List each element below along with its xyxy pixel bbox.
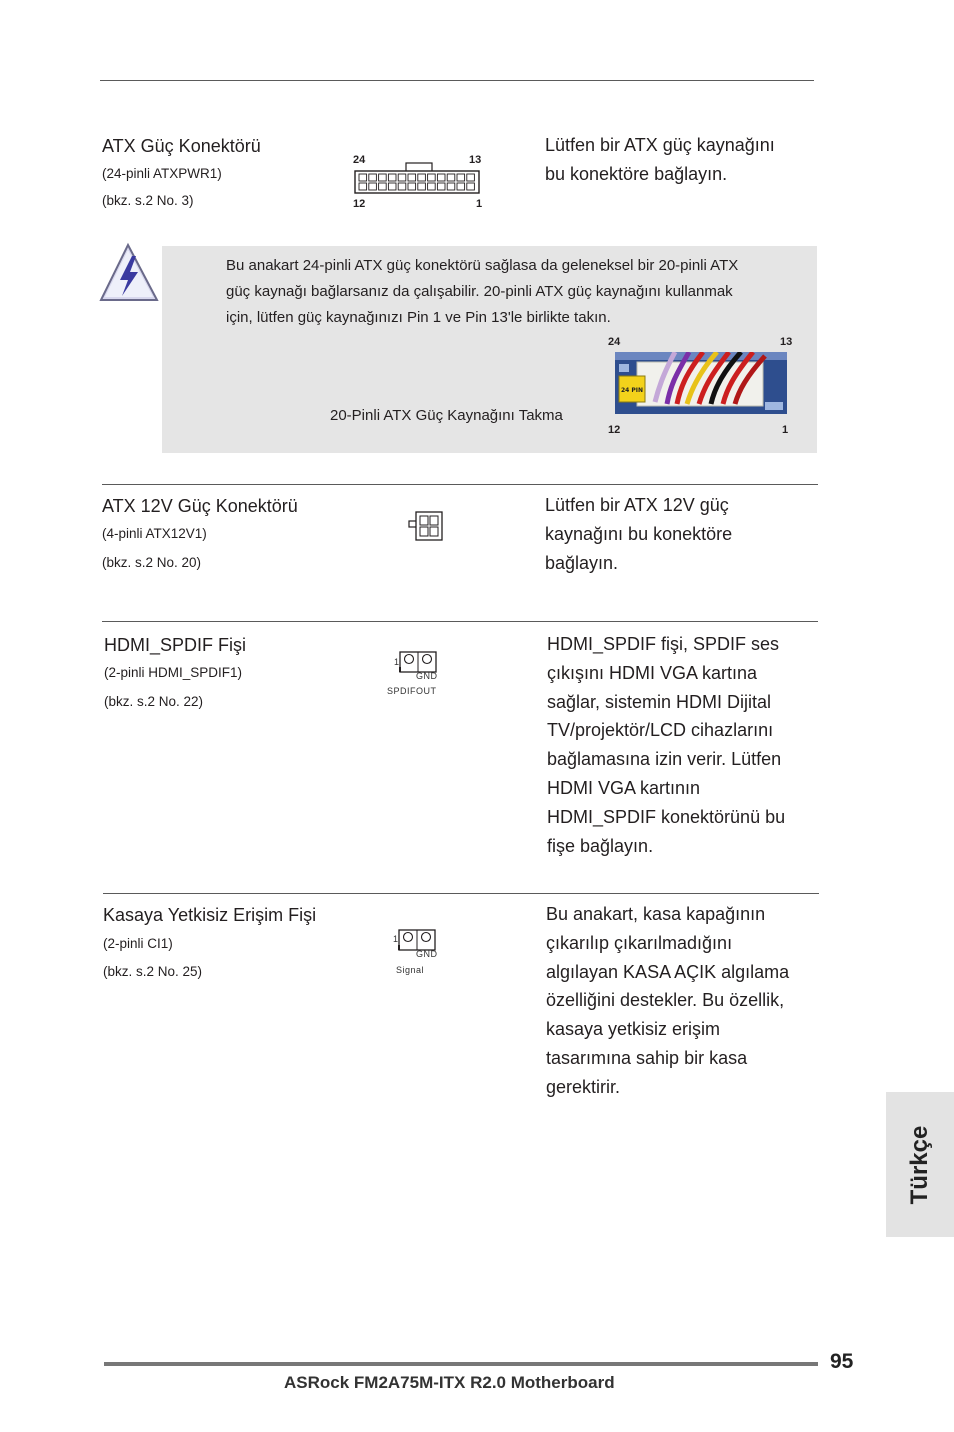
hdmi-title: HDMI_SPDIF Fişi bbox=[104, 635, 247, 655]
atx-pin bbox=[388, 183, 396, 190]
atx-description bbox=[545, 131, 775, 189]
warning-note-box bbox=[162, 246, 817, 453]
photo-pin-1: 1 bbox=[782, 424, 789, 436]
atx12v-desc-line: bağlayın. bbox=[545, 552, 619, 573]
hdmi-ref: (bkz. s.2 No. 22) bbox=[104, 694, 204, 709]
pin-label-13: 13 bbox=[469, 154, 482, 166]
pin-label-24: 24 bbox=[353, 154, 366, 166]
chassis-description bbox=[546, 900, 789, 1102]
warning-line: için, lütfen güç kaynağınızı Pin 1 ve Pin 13'le birlikte takın. bbox=[226, 309, 611, 326]
atx12v-desc-line: kaynağını bu konektöre bbox=[545, 523, 733, 544]
photo-pin-text: 24 PIN bbox=[620, 387, 644, 394]
warning-line: güç kaynağı bağlarsanız da çalışabilir. 20-pinli ATX güç kaynağını kullanmak bbox=[226, 283, 733, 300]
gnd-label: GND bbox=[416, 949, 438, 959]
atx-pin bbox=[447, 183, 455, 190]
footer-product-name: ASRock FM2A75M-ITX R2.0 Motherboard bbox=[284, 1373, 615, 1392]
warning-line: Bu anakart 24-pinli ATX güç konektörü sağlasa da geleneksel bir 20-pinli ATX bbox=[226, 257, 739, 274]
section-rule bbox=[102, 621, 818, 622]
atx-pin bbox=[447, 174, 455, 181]
chassis-desc-line: kasaya yetkisiz erişim bbox=[546, 1019, 721, 1040]
language-tab-label: Türkçe bbox=[906, 1125, 933, 1204]
chassis-desc-line: gerektirir. bbox=[546, 1076, 621, 1097]
atx-pin bbox=[388, 174, 396, 181]
atx-24pin-connector-icon bbox=[354, 162, 480, 194]
atx-pin bbox=[408, 174, 416, 181]
atx-pin-info: (24-pinli ATXPWR1) bbox=[102, 166, 222, 181]
hdmi-desc-line: HDMI_SPDIF konektörünü bu bbox=[547, 806, 786, 827]
atx-pin bbox=[467, 174, 475, 181]
warning-triangle-icon bbox=[98, 242, 162, 302]
atx-pin bbox=[398, 174, 406, 181]
chassis-desc-line: tasarımına sahip bir kasa bbox=[546, 1047, 748, 1068]
hdmi-desc-line: HDMI_SPDIF fişi, SPDIF ses bbox=[547, 634, 780, 654]
warning-caption: 20-Pinli ATX Güç Kaynağını Takma bbox=[330, 407, 563, 424]
footer-rule bbox=[104, 1362, 818, 1366]
photo-pin-24: 24 bbox=[608, 336, 621, 348]
atx-pin bbox=[418, 183, 426, 190]
chassis-desc-line: özelliğini destekler. Bu özellik, bbox=[546, 990, 785, 1011]
hdmi-header-diagram bbox=[386, 650, 450, 698]
atx-pin bbox=[408, 183, 416, 190]
chassis-header-diagram bbox=[392, 929, 452, 977]
atx-pin bbox=[437, 183, 445, 190]
pin-label-12: 12 bbox=[353, 198, 366, 210]
hdmi-pin-info: (2-pinli HDMI_SPDIF1) bbox=[104, 665, 243, 680]
hdmi-desc-line: çıkışını HDMI VGA kartına bbox=[547, 662, 758, 683]
top-rule bbox=[100, 80, 814, 81]
atx-desc-line: Lütfen bir ATX güç kaynağını bbox=[545, 135, 775, 155]
pin-1-label: 1 bbox=[393, 934, 399, 944]
atx-pin bbox=[437, 174, 445, 181]
atx-desc-line: bu konektöre bağlayın. bbox=[545, 163, 728, 184]
atx12v-pin-info: (4-pinli ATX12V1) bbox=[102, 526, 207, 541]
atx-pin bbox=[379, 174, 387, 181]
chassis-desc-line: algılayan KASA AÇIK algılama bbox=[546, 961, 790, 982]
atx12v-description bbox=[545, 491, 732, 577]
hdmi-desc-line: bağlamasına izin verir. Lütfen bbox=[547, 749, 782, 770]
atx12v-ref: (bkz. s.2 No. 20) bbox=[102, 555, 202, 570]
chassis-desc-line: Bu anakart, kasa kapağının bbox=[546, 904, 766, 924]
atx-title: ATX Güç Konektörü bbox=[102, 136, 261, 156]
page-number: 95 bbox=[830, 1350, 854, 1373]
psu-connector-photo bbox=[615, 352, 787, 414]
atx-connector-diagram bbox=[348, 152, 488, 212]
hdmi-desc-line: TV/projektör/LCD cihazlarını bbox=[547, 720, 774, 741]
hdmi-2pin-header-icon bbox=[399, 651, 437, 673]
atx-pin bbox=[428, 183, 436, 190]
atx-pin bbox=[359, 183, 367, 190]
pin-label-1: 1 bbox=[476, 198, 483, 210]
hdmi-desc-line: fişe bağlayın. bbox=[547, 835, 654, 856]
atx-pin bbox=[369, 174, 377, 181]
atx-pin bbox=[398, 183, 406, 190]
section-rule bbox=[102, 484, 818, 485]
atx-pin bbox=[359, 174, 367, 181]
atx-pin bbox=[467, 183, 475, 190]
chassis-desc-line: çıkarılıp çıkarılmadığını bbox=[546, 932, 733, 953]
gnd-label: GND bbox=[416, 671, 438, 681]
hdmi-desc-line: sağlar, sistemin HDMI Dijital bbox=[547, 691, 772, 712]
photo-pin-12: 12 bbox=[608, 424, 621, 436]
atx-pin bbox=[369, 183, 377, 190]
chassis-ref: (bkz. s.2 No. 25) bbox=[103, 964, 203, 979]
atx-pin bbox=[418, 174, 426, 181]
atx-pin bbox=[379, 183, 387, 190]
spdifout-label: SPDIFOUT bbox=[387, 686, 437, 696]
photo-pin-13: 13 bbox=[780, 336, 793, 348]
chassis-title: Kasaya Yetkisiz Erişim Fişi bbox=[103, 905, 317, 925]
atx-pin bbox=[457, 183, 465, 190]
atx12v-4pin-connector-icon bbox=[408, 510, 444, 542]
pin-1-label: 1 bbox=[394, 657, 400, 667]
hdmi-description bbox=[547, 630, 785, 860]
section-rule bbox=[103, 893, 819, 894]
atx-ref: (bkz. s.2 No. 3) bbox=[102, 193, 194, 208]
chassis-pin-info: (2-pinli CI1) bbox=[103, 936, 173, 951]
atx12v-desc-line: Lütfen bir ATX 12V güç bbox=[545, 495, 729, 515]
atx12v-title: ATX 12V Güç Konektörü bbox=[102, 496, 298, 516]
language-tab bbox=[886, 1092, 954, 1237]
warning-note-text bbox=[226, 253, 738, 331]
chassis-2pin-header-icon bbox=[398, 929, 436, 951]
atx-pin bbox=[457, 174, 465, 181]
atx-pin bbox=[428, 174, 436, 181]
signal-label: Signal bbox=[396, 965, 425, 975]
hdmi-desc-line: HDMI VGA kartının bbox=[547, 777, 701, 798]
